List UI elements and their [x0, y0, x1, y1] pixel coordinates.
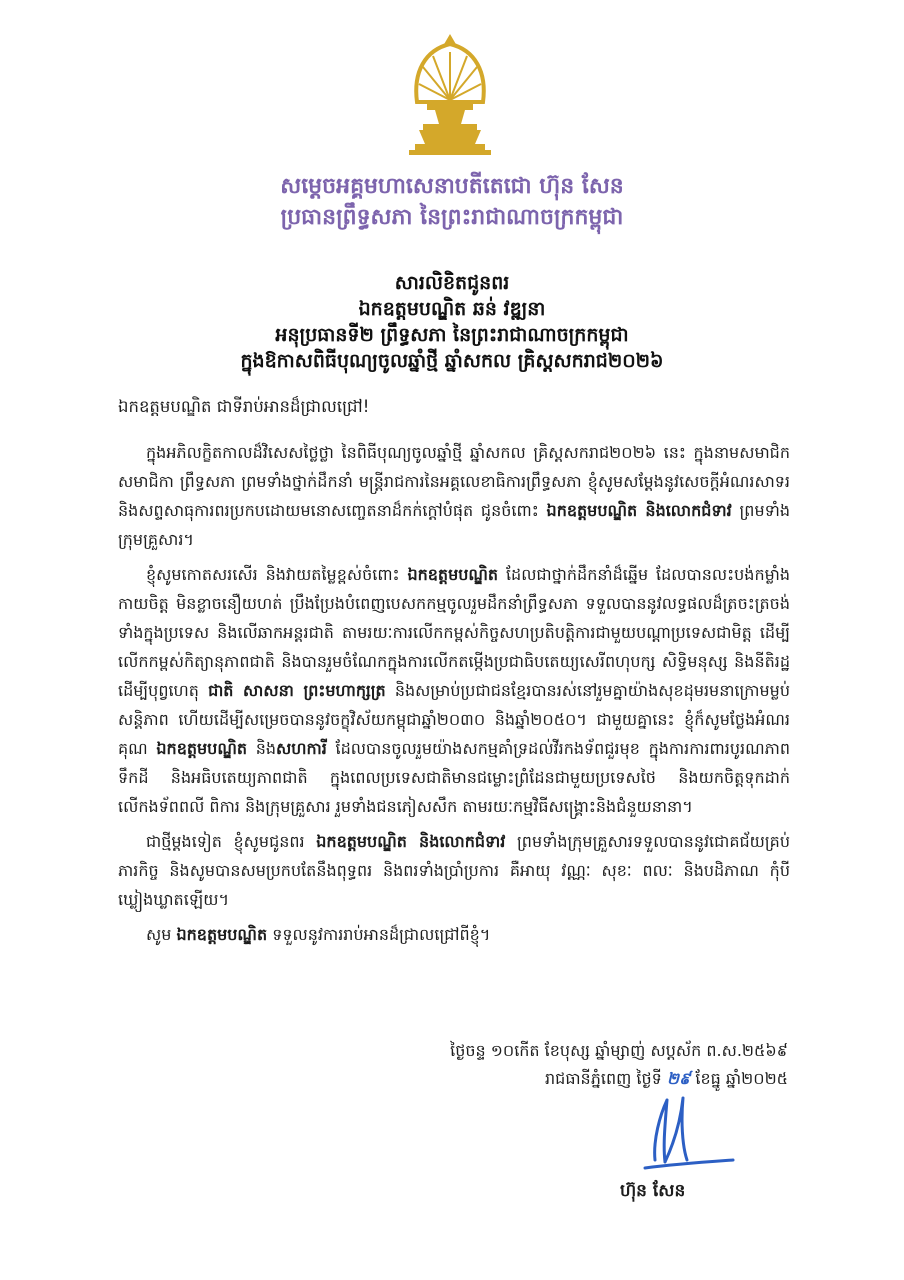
text: និងសម្រាប់ប្រជាជនខ្មែរបានរស់នៅរួមគ្នាយ៉ាងសុខដុមរមនាក្រោមម្លប់សន្តិភាព ហើយដើម្បីសម្រេចបាននូវចក្ខុវិស័យកម្ពុជាឆ្នាំ២០៣០ និងឆ្នាំ២០៥០។ ជាមួយគ្នានេះ ខ្ញុំក៏សូមថ្លែងអំណរគុណ [118, 681, 790, 758]
text: ដែលជាថ្នាក់ដឹកនាំដ៏ឆ្នើម ដែលបានលះបង់កម្លាំងកាយចិត្ត មិនខ្លាចនឿយហត់ ប្រឹងប្រែងបំពេញបេសកកម្មចូលរួមដឹកនាំព្រឹទ្ធសភា ទទួលបាននូវលទ្ធផលដ៏ត្រចះត្រចង់ទាំងក្នុងប្រទេស និងលើឆាកអន្តរជាតិ តាមរយៈការលើកកម្ពស់កិច្ចសហប្រតិបត្តិការជាមួយបណ្តាប្រទេសជាមិត្ត ដើម្បីលើកកម្ពស់កិត្យានុភាពជាតិ និងបានរួមចំណែកក្នុងការលើកតម្កើងប្រជាធិបតេយ្យសេរីពហុបក្ស សិទ្ធិមនុស្ស និងនីតិរដ្ឋ ដើម្បីបុព្វហេតុ [118, 565, 790, 700]
text: ទទួលនូវការរាប់អានដ៏ជ្រាលជ្រៅពីខ្ញុំ។ [267, 925, 491, 944]
salutation: ឯកឧត្តមបណ្ឌិត ជាទីរាប់អានដ៏ជ្រាលជ្រៅ! [118, 397, 370, 416]
bold-text: ឯកឧត្តមបណ្ឌិត និងលោកជំទាវ [316, 832, 506, 851]
letter-title [0, 270, 904, 374]
bold-text: ជាតិ សាសនា ព្រះមហាក្សត្រ [208, 681, 386, 700]
paragraph [118, 920, 790, 949]
text: ក្នុងអភិលក្ខិតកាលដ៏វិសេសថ្លៃថ្លា នៃពិធីបុណ្យចូលឆ្នាំថ្មី ឆ្នាំសកល គ្រិស្តសករាជ២០២៦ នេះ ក្នុងនាមសមាជិក សមាជិកា ព្រឹទ្ធសភា ព្រមទាំងថ្នាក់ដឹកនាំ មន្ត្រីរាជការនៃអគ្គលេខាធិការព្រឹទ្ធសភា ខ្ញុំសូមសម្តែងនូវសេចក្តីអំណរសាទរ និងសព្ទសាធុការពរប្រកបដោយមនោសញ្ចេតនាដ៏កក់ក្តៅបំផុត ជូនចំពោះ [118, 443, 790, 520]
letter-body [118, 438, 790, 955]
text: រាជធានីភ្នំពេញ ថ្ងៃទី [545, 1069, 667, 1088]
text: និង [247, 739, 277, 758]
paragraph [118, 438, 790, 554]
bold-text: ឯកឧត្តមបណ្ឌិត [176, 925, 268, 944]
sender-title: ប្រធានព្រឹទ្ធសភា នៃព្រះរាជាណាចក្រកម្ពុជា [280, 205, 624, 230]
bold-text: ឯកឧត្តមបណ្ឌិត និងលោកជំទាវ [546, 501, 732, 520]
bold-text: ឯកឧត្តមបណ្ឌិត [156, 739, 248, 758]
senate-emblem-logo [405, 32, 495, 157]
signatory-name: ហ៊ុន សែន [620, 1181, 686, 1201]
text: ព្រមទាំងក្រុមគ្រួសារ។ [118, 501, 790, 549]
text: ជាថ្មីម្តងទៀត ខ្ញុំសូមជូនពរ [146, 832, 317, 851]
lunar-date: ថ្ងៃចន្ទ ១០កើត ខែបុស្ស ឆ្នាំម្សាញ់ សប្តស័ក ព.ស.២៥៦៩ [450, 1041, 788, 1060]
bold-text: សហការី [276, 739, 327, 758]
text: ព្រមទាំងក្រុមគ្រួសារទទួលបាននូវជោគជ័យគ្រប់ភារកិច្ច និងសូមបានសមប្រកបតែនឹងពុទ្ធពរ និងពរទាំងប្រាំប្រការ គឺអាយុ វណ្ណៈ សុខៈ ពលៈ និងបដិភាណ កុំបីឃ្លៀងឃ្លាតឡើយ។ [118, 832, 790, 909]
recipient-title: អនុប្រធានទី២ ព្រឹទ្ធសភា នៃព្រះរាជាណាចក្រកម្ពុជា [275, 324, 629, 346]
bold-text: ឯកឧត្តមបណ្ឌិត [407, 565, 499, 584]
signature-image [625, 1090, 735, 1180]
text: ដែលបានចូលរួមយ៉ាងសកម្មគាំទ្រដល់វីរកងទ័ពជួរមុខ ក្នុងការការពារបូរណភាពទឹកដី និងអធិបតេយ្យភាពជាតិ ក្នុងពេលប្រទេសជាតិមានជម្លោះព្រំដែនជាមួយប្រទេសថៃ និងយកចិត្តទុកដាក់លើកងទ័ពពលី ពិការ និងក្រុមគ្រួសារ រួមទាំងជនភៀសសឹក តាមរយៈកម្មវិធីសង្គ្រោះនិងជំនួយនានា។ [118, 739, 790, 816]
paragraph [118, 560, 790, 821]
recipient-name: ឯកឧត្តមបណ្ឌិត ឆន់ វឌ្ឍនា [358, 298, 546, 320]
handwritten-day: ២៩ [666, 1069, 691, 1088]
text: សូម [146, 925, 177, 944]
text: ខែធ្នូ ឆ្នាំ២០២៥ [690, 1069, 788, 1088]
sender-name: សម្តេចអគ្គមហាសេនាបតីតេជោ ហ៊ុន សែន [280, 174, 624, 199]
occasion-line: ក្នុងឱកាសពិធីបុណ្យចូលឆ្នាំថ្មី ឆ្នាំសកល គ្រិស្តសករាជ២០២៦ [240, 350, 664, 372]
text: ខ្ញុំសូមកោតសរសើរ និងវាយតម្លៃខ្ពស់ចំពោះ [146, 565, 408, 584]
title-line: សារលិខិតជូនពរ [394, 272, 510, 294]
paragraph [118, 827, 790, 914]
place-date [545, 1068, 788, 1092]
